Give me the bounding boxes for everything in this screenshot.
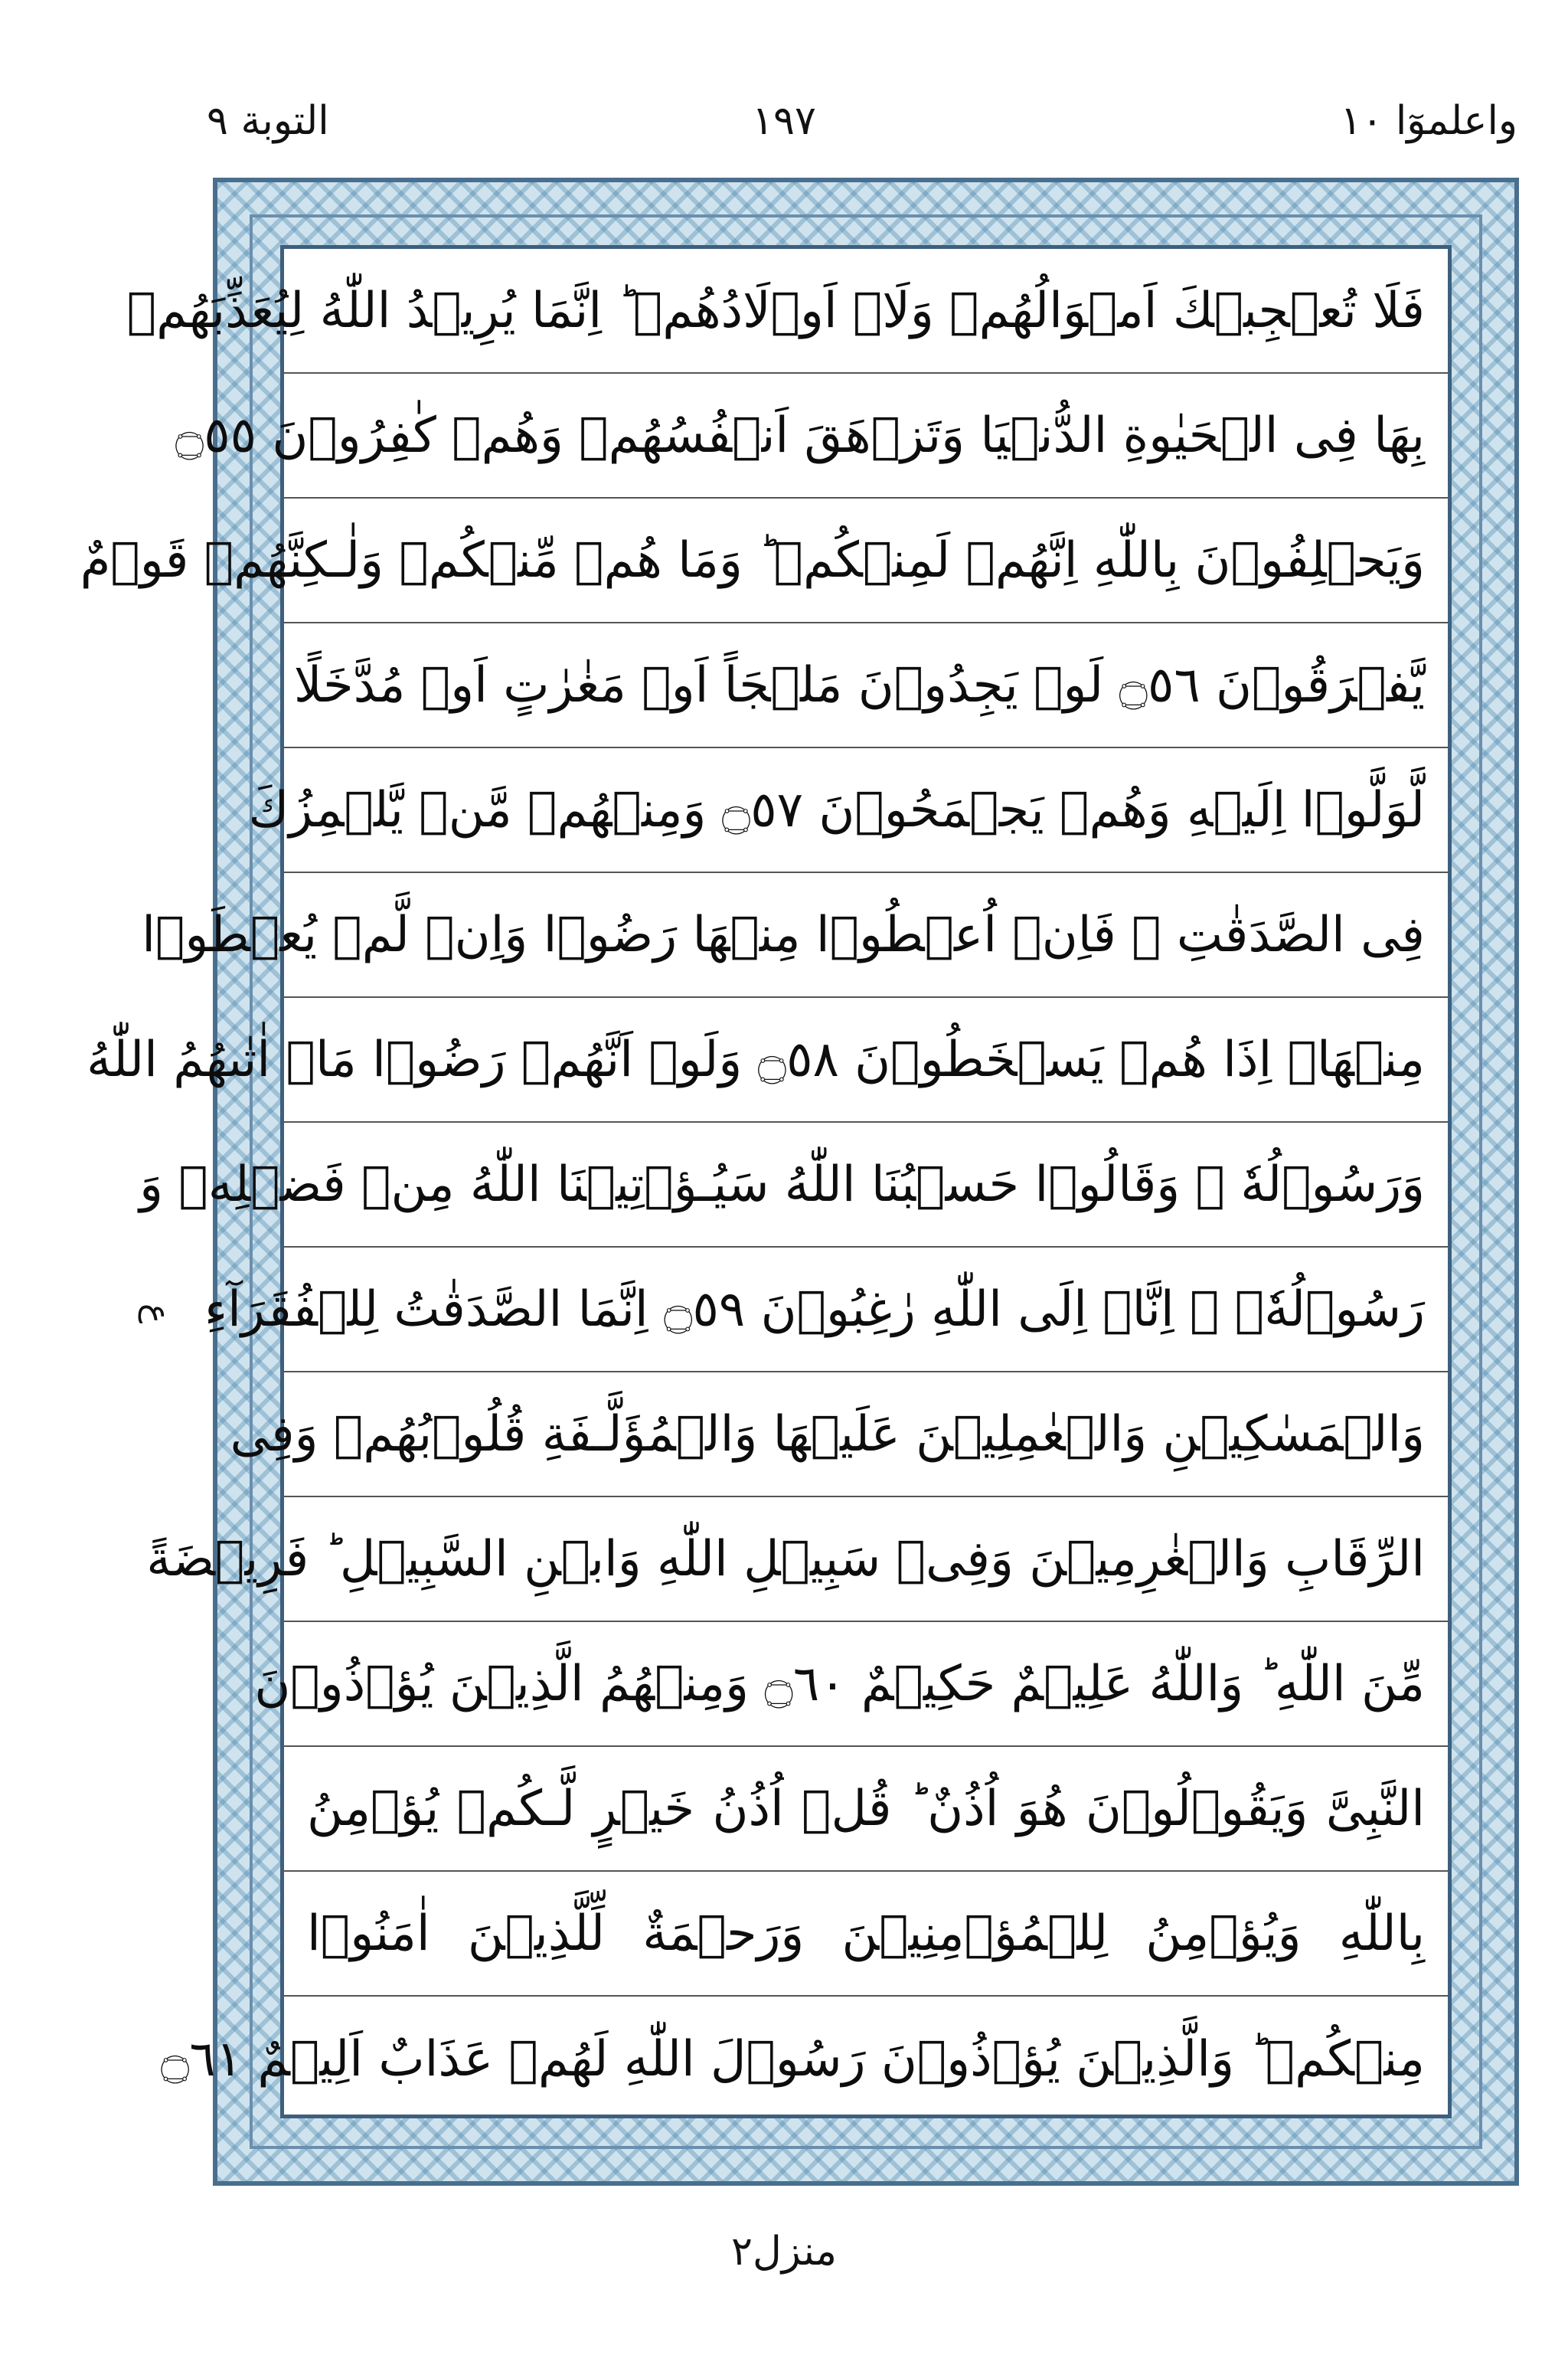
decorative-border [80,178,1519,2186]
verse-line-text: فَلَا تُعۡجِبۡكَ اَمۡوَالُهُمۡ وَلَاۤ اَوۡلَادُهُمۡ ؕ اِنَّمَا يُرِيۡدُ اللّٰهُ لِيُعَذِّبَهُمۡ [126,282,1425,339]
verse-line-text: وَيَحۡلِفُوۡنَ بِاللّٰهِ اِنَّهُمۡ لَمِنۡكُمۡ ؕ وَمَا هُمۡ مِّنۡكُمۡ وَلٰـكِنَّهُمۡ قَوۡمٌ [80,532,1425,589]
surah-label: التوبة ٩ [207,98,329,144]
verse-line-text: وَالۡمَسٰكِيۡنِ وَالۡعٰمِلِيۡنَ عَلَيۡهَا وَالۡمُؤَلَّـفَةِ قُلُوۡبُهُمۡ وَفِى [230,1405,1425,1463]
verse-line-text: رَسُوۡلُهٗۤ ۙ اِنَّاۤ اِلَى اللّٰهِ رٰغِبُوۡنَ ۝٥٩ اِنَّمَا الصَّدَقٰتُ لِلۡفُقَرَآءِ [204,1281,1425,1338]
text-line [87,998,1448,1123]
verse-line-text: بِاللّٰهِ وَيُؤۡمِنُ لِلۡمُؤۡمِنِيۡنَ وَرَحۡمَةٌ لِّلَّذِيۡنَ اٰمَنُوۡا [307,1905,1425,1962]
text-line [204,1248,1448,1372]
text-line [284,623,1448,748]
text-line [126,249,1448,374]
verse-text-area [80,245,1452,2118]
text-line [284,1747,1448,1872]
page-header [0,0,1568,176]
verse-line-text: لَّوَلَّوۡا اِلَيۡهِ وَهُمۡ يَجۡمَحُوۡنَ ۝٥٧ وَمِنۡهُمۡ مَّنۡ يَّلۡمِزُكَ [248,781,1425,839]
text-line [146,1497,1448,1622]
text-line [80,499,1448,623]
verse-line-text: مِنۡكُمۡ ؕ وَالَّذِيۡنَ يُؤۡذُوۡنَ رَسُوۡلَ اللّٰهِ لَهُمۡ عَذَابٌ اَلِيۡمٌ ۝٦١ [160,2030,1425,2088]
text-line [139,1123,1448,1248]
verse-line-text: مِّنَ اللّٰهِ ؕ وَاللّٰهُ عَلِيۡمٌ حَكِيۡمٌ ۝٦٠ وَمِنۡهُمُ الَّذِيۡنَ يُؤۡذُوۡنَ [254,1655,1425,1712]
text-line [230,1372,1448,1497]
text-line [175,374,1448,499]
verse-line-text: مِنۡهَاۤ اِذَا هُمۡ يَسۡخَطُوۡنَ ۝٥٨ وَلَوۡ اَنَّهُمۡ رَضُوۡا مَاۤ اٰتٰٮهُمُ اللّٰهُ [87,1031,1425,1088]
verse-line-text: الرِّقَابِ وَالۡغٰرِمِيۡنَ وَفِىۡ سَبِيۡلِ اللّٰهِ وَابۡنِ السَّبِيۡلِ ؕ فَرِيۡضَةً [146,1530,1425,1588]
text-line [160,1997,1448,2121]
verse-line-text: فِى الصَّدَقٰتِ ۚ فَاِنۡ اُعۡطُوۡا مِنۡهَا رَضُوۡا وَاِنۡ لَّمۡ يُعۡطَوۡا [142,906,1425,963]
ruku-marker: ع [138,1303,177,1324]
verse-line-text: بِهَا فِى الۡحَيٰوةِ الدُّنۡيَا وَتَزۡهَقَ اَنۡفُسُهُمۡ وَهُمۡ كٰفِرُوۡنَ ۝٥٥ [175,407,1425,464]
text-line [248,748,1448,873]
juz-label: واعلموٓا ١٠ [1340,98,1517,144]
page-number: ١٩٧ [752,98,816,144]
manzil-footer: منزل٢ [731,2229,837,2275]
text-line [254,1622,1448,1747]
verse-line-text: وَرَسُوۡلُهٗ ۙ وَقَالُوۡا حَسۡبُنَا اللّٰهُ سَيُـؤۡتِيۡنَا اللّٰهُ مِنۡ فَضۡلِهٖ وَ [139,1156,1425,1213]
text-line [142,873,1448,998]
verse-line-text: النَّبِىَّ وَيَقُوۡلُوۡنَ هُوَ اُذُنٌ ؕ قُلۡ اُذُنُ خَيۡرٍ لَّـكُمۡ يُؤۡمِنُ [307,1780,1425,1837]
verse-line-text: يَّفۡرَقُوۡنَ ۝٥٦ لَوۡ يَجِدُوۡنَ مَلۡجَاً اَوۡ مَغٰرٰتٍ اَوۡ مُدَّخَلًا [293,656,1425,714]
text-line [284,1872,1448,1997]
